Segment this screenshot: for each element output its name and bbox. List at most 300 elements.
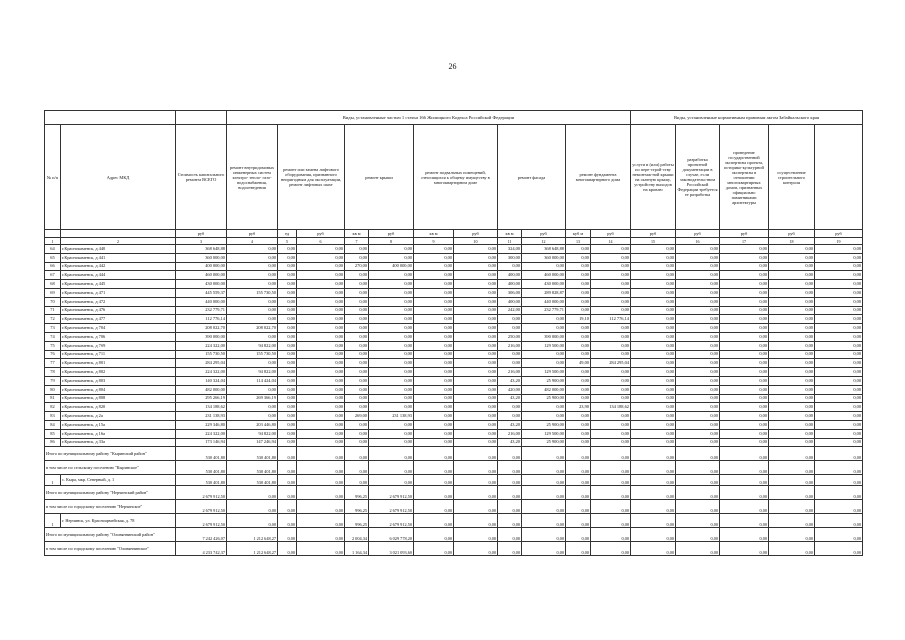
column-header-4: ремонт внутридомовых инженерных систем электро- тепло- газо- водоснабжения, водоотведения [227, 125, 278, 230]
row-value: 0,00 [297, 429, 345, 438]
row-value: 0,00 [498, 461, 522, 475]
row-value: 0,00 [676, 528, 720, 542]
row-value: 0,00 [815, 385, 863, 394]
row-value: 0,00 [297, 297, 345, 306]
table-row [45, 514, 863, 528]
page-number: 26 [448, 62, 457, 71]
row-address: г.Краснокаменск, д 803 [61, 376, 176, 385]
row-value: 0,00 [676, 341, 720, 350]
row-value: 2 679 912,50 [176, 500, 227, 514]
row-value: 0,00 [278, 288, 297, 297]
row-value: 0,00 [414, 514, 454, 528]
row-value: 25 900,00 [522, 438, 566, 447]
row-value: 1 164,34 [345, 542, 369, 556]
row-value: 1 212 648,27 [227, 542, 278, 556]
column-header-15: услуги и (или) работы по пере-строй-ству немонтаж-ной крыши на скатную крышу, устройству выходов на кровлю [631, 125, 676, 230]
row-value: 0,00 [676, 461, 720, 475]
row-value: 0,00 [591, 245, 631, 254]
row-value: 0,00 [676, 486, 720, 500]
row-value: 0,00 [815, 359, 863, 368]
row-value: 0,00 [278, 447, 297, 461]
row-value: 0,00 [676, 500, 720, 514]
row-value: 0,00 [676, 297, 720, 306]
row-value: 0,00 [414, 324, 454, 333]
row-value: 0,00 [227, 297, 278, 306]
row-value: 400,00 [498, 271, 522, 280]
row-value: 0,00 [498, 350, 522, 359]
row-value: 0,00 [769, 542, 815, 556]
table-row [45, 403, 863, 412]
row-value: 0,00 [815, 297, 863, 306]
table-row [45, 271, 863, 280]
row-value: 0,00 [566, 528, 591, 542]
table-row [45, 262, 863, 271]
row-value: 482 000,00 [176, 385, 227, 394]
row-number: 65 [45, 253, 61, 262]
row-value: 0,00 [345, 350, 369, 359]
row-value: 0,00 [454, 475, 498, 486]
unit-15: руб [631, 230, 676, 238]
row-value: 0,00 [278, 368, 297, 377]
row-value: 0,00 [522, 350, 566, 359]
row-value: 0,00 [769, 350, 815, 359]
row-number: 81 [45, 394, 61, 403]
column-number-16: 16 [676, 238, 720, 245]
row-value: 0,00 [454, 306, 498, 315]
row-value: 0,00 [815, 475, 863, 486]
row-value: 155 730,50 [227, 350, 278, 359]
row-value: 140 324,04 [176, 376, 227, 385]
row-value: 134 188,62 [176, 403, 227, 412]
row-value: 0,00 [815, 280, 863, 289]
row-value: 0,00 [720, 403, 769, 412]
row-value: 25 900,00 [522, 394, 566, 403]
row-value: 0,00 [297, 394, 345, 403]
row-address: г.Краснокаменск, д 33а [61, 438, 176, 447]
row-value: 0,00 [369, 376, 414, 385]
row-value: 114 424,04 [227, 376, 278, 385]
column-number-13: 13 [566, 238, 591, 245]
row-address: г.Краснокаменск, д 442 [61, 262, 176, 271]
row-value: 0,00 [414, 385, 454, 394]
row-value: 0,00 [345, 385, 369, 394]
row-value: 0,00 [720, 429, 769, 438]
row-value: 0,00 [369, 429, 414, 438]
row-value: 390 000,00 [522, 332, 566, 341]
row-value: 0,00 [278, 350, 297, 359]
row-value: 0,00 [566, 306, 591, 315]
row-value: 0,00 [345, 447, 369, 461]
row-value: 224 322,00 [176, 341, 227, 350]
row-value: 0,00 [454, 262, 498, 271]
row-value: 0,00 [227, 262, 278, 271]
row-value: 49,00 [566, 359, 591, 368]
row-value: 0,00 [566, 297, 591, 306]
row-value: 0,00 [720, 447, 769, 461]
row-value: 0,00 [566, 420, 591, 429]
row-value: 0,00 [297, 368, 345, 377]
row-value: 0,00 [591, 376, 631, 385]
row-value: 0,00 [369, 385, 414, 394]
row-value: 530 401,80 [176, 461, 227, 475]
row-value: 0,00 [815, 447, 863, 461]
row-value: 0,00 [278, 306, 297, 315]
row-value: 0,00 [414, 447, 454, 461]
row-value: 0,00 [769, 514, 815, 528]
row-value: 0,00 [278, 245, 297, 254]
subtotal-row [45, 528, 863, 542]
row-value: 0,00 [676, 280, 720, 289]
table-row [45, 359, 863, 368]
row-value: 0,00 [227, 412, 278, 421]
row-value: 0,00 [498, 403, 522, 412]
row-value: 0,00 [815, 528, 863, 542]
subtotal-label: Итого по муниципальному району "Оловяннинский район" [45, 528, 176, 542]
row-value: 0,00 [227, 403, 278, 412]
row-value: 232 779,71 [522, 306, 566, 315]
row-value: 0,00 [769, 324, 815, 333]
row-number: 82 [45, 403, 61, 412]
subtotal-row [45, 447, 863, 461]
row-value: 0,00 [454, 271, 498, 280]
row-value: 19,10 [566, 315, 591, 324]
row-value: 0,00 [720, 245, 769, 254]
row-value: 0,00 [769, 253, 815, 262]
row-value: 0,00 [227, 306, 278, 315]
row-value: 0,00 [454, 368, 498, 377]
row-value: 0,00 [566, 271, 591, 280]
unit-12: руб [522, 230, 566, 238]
table-row [45, 438, 863, 447]
row-value: 0,00 [278, 385, 297, 394]
row-value: 0,00 [227, 514, 278, 528]
row-value: 530 401,80 [227, 447, 278, 461]
column-number-18: 18 [769, 238, 815, 245]
row-value: 0,00 [297, 245, 345, 254]
row-value: 0,00 [454, 341, 498, 350]
row-value: 0,00 [414, 350, 454, 359]
row-value: 0,00 [769, 297, 815, 306]
row-value: 0,00 [227, 500, 278, 514]
row-value: 0,00 [591, 253, 631, 262]
unit-17: руб [720, 230, 769, 238]
row-value: 0,00 [815, 420, 863, 429]
row-value: 460 000,00 [176, 271, 227, 280]
row-value: 0,00 [369, 403, 414, 412]
row-value: 0,00 [278, 341, 297, 350]
row-value: 0,00 [591, 341, 631, 350]
row-value: 0,00 [297, 438, 345, 447]
row-value: 0,00 [591, 324, 631, 333]
row-value: 0,00 [769, 262, 815, 271]
table-row [45, 385, 863, 394]
table-row [45, 332, 863, 341]
row-value: 0,00 [522, 542, 566, 556]
row-value: 0,00 [566, 514, 591, 528]
row-value: 0,00 [454, 280, 498, 289]
row-value: 0,00 [414, 271, 454, 280]
row-value: 0,00 [369, 253, 414, 262]
row-address: г.Краснокаменск, д 2а [61, 412, 176, 421]
subtotal-label: Итого по муниципальному району "Кыринский район" [45, 447, 176, 461]
row-value: 224 322,00 [176, 429, 227, 438]
row-value: 530 401,80 [176, 447, 227, 461]
column-number-12: 12 [522, 238, 566, 245]
row-number: 70 [45, 297, 61, 306]
row-value: 0,00 [631, 350, 676, 359]
row-value: 0,00 [676, 429, 720, 438]
unit-16: руб [676, 230, 720, 238]
row-value: 0,00 [414, 368, 454, 377]
row-value: 0,00 [297, 461, 345, 475]
row-value: 0,00 [454, 253, 498, 262]
row-value: 0,00 [345, 403, 369, 412]
row-address: г.Краснокаменск, д 7б9 [61, 341, 176, 350]
row-value: 0,00 [631, 332, 676, 341]
row-value: 0,00 [414, 280, 454, 289]
row-value: 0,00 [522, 514, 566, 528]
row-value: 0,00 [720, 271, 769, 280]
row-value: 0,00 [278, 403, 297, 412]
subtotal-row [45, 461, 863, 475]
column-number-14: 14 [591, 238, 631, 245]
row-value: 0,00 [454, 542, 498, 556]
row-value: 0,00 [769, 359, 815, 368]
row-value: 3 021 093,60 [369, 542, 414, 556]
row-value: 0,00 [454, 403, 498, 412]
row-value: 23,90 [566, 403, 591, 412]
column-number-9: 9 [414, 238, 454, 245]
row-value: 0,00 [369, 438, 414, 447]
row-value: 0,00 [815, 253, 863, 262]
row-value: 0,00 [369, 324, 414, 333]
row-value: 0,00 [566, 288, 591, 297]
row-value: 0,00 [815, 542, 863, 556]
row-value: 0,00 [676, 332, 720, 341]
row-value: 0,00 [676, 315, 720, 324]
row-value: 0,00 [815, 341, 863, 350]
row-number: 64 [45, 245, 61, 254]
table-row [45, 350, 863, 359]
row-value: 0,00 [815, 403, 863, 412]
row-value: 4 233 742,37 [176, 542, 227, 556]
row-number: 84 [45, 420, 61, 429]
row-value: 0,00 [720, 528, 769, 542]
row-number: 1 [45, 514, 61, 528]
row-value: 0,00 [297, 288, 345, 297]
row-value: 0,00 [631, 288, 676, 297]
unit-10: руб [454, 230, 498, 238]
group-header-regional: Виды, установленные нормативным правовым актом Забайкальского края [631, 111, 863, 125]
row-value: 0,00 [522, 315, 566, 324]
row-value: 0,00 [566, 341, 591, 350]
row-value: 0,00 [631, 438, 676, 447]
row-value: 0,00 [720, 438, 769, 447]
row-address: г. Нерчинск, ул. Красноармейская, д. 78 [61, 514, 176, 528]
row-value: 0,00 [631, 461, 676, 475]
column-header-17: проведение государственной экспертизы проекта, историко-культурной экспертизы в отношении многоквартирных домов, признанных официально памятниками архитектуры [720, 125, 769, 230]
row-value: 0,00 [227, 332, 278, 341]
row-value: 0,00 [631, 542, 676, 556]
row-value: 0,00 [278, 394, 297, 403]
row-address: г.Краснокаменск, д 804 [61, 385, 176, 394]
row-value: 0,00 [454, 486, 498, 500]
row-value: 0,00 [454, 376, 498, 385]
row-value: 0,00 [278, 412, 297, 421]
column-header-7: ремонт крыши [345, 125, 414, 230]
row-address: г.Краснокаменск, д 704 [61, 324, 176, 333]
row-value: 0,00 [369, 306, 414, 315]
row-value: 0,00 [566, 376, 591, 385]
row-value: 0,00 [631, 447, 676, 461]
row-value: 0,00 [278, 376, 297, 385]
subtotal-label: в том числе по городскому поселению "Оловяннинское" [45, 542, 176, 556]
unit-18: руб [769, 230, 815, 238]
unit-9: кв м [414, 230, 454, 238]
unit-19: руб [815, 230, 863, 238]
row-value: 0,00 [815, 461, 863, 475]
row-value: 360 000,00 [522, 253, 566, 262]
row-value: 0,00 [631, 253, 676, 262]
subtotal-label: в том числе по городскому поселению "Нерчинское" [45, 500, 176, 514]
header-blank [176, 111, 227, 125]
row-number: 74 [45, 332, 61, 341]
row-value: 147 246,94 [227, 438, 278, 447]
row-value: 0,00 [414, 288, 454, 297]
row-value: 0,00 [369, 475, 414, 486]
row-value: 0,00 [369, 447, 414, 461]
row-value: 0,00 [815, 429, 863, 438]
row-value: 2 679 912,50 [176, 486, 227, 500]
row-value: 0,00 [345, 324, 369, 333]
row-value: 0,00 [369, 420, 414, 429]
row-value: 0,00 [769, 271, 815, 280]
unit-3: руб [176, 230, 227, 238]
row-value: 0,00 [345, 420, 369, 429]
row-value: 0,00 [345, 280, 369, 289]
row-value: 0,00 [631, 394, 676, 403]
row-value: 0,00 [278, 332, 297, 341]
row-value: 0,00 [815, 288, 863, 297]
row-value: 0,00 [631, 376, 676, 385]
row-value: 0,00 [369, 368, 414, 377]
header-blank [45, 111, 176, 125]
row-value: 0,00 [769, 447, 815, 461]
row-value: 0,00 [591, 412, 631, 421]
row-value: 0,00 [345, 475, 369, 486]
row-value: 0,00 [769, 280, 815, 289]
row-value: 0,00 [369, 280, 414, 289]
table-row [45, 253, 863, 262]
row-value: 0,00 [769, 245, 815, 254]
row-value: 2 679 912,50 [369, 514, 414, 528]
row-number: 66 [45, 262, 61, 271]
row-value: 0,00 [815, 376, 863, 385]
row-value: 0,00 [566, 385, 591, 394]
table-row [45, 429, 863, 438]
subtotal-row [45, 486, 863, 500]
row-value: 0,00 [297, 542, 345, 556]
row-value: 430 000,00 [522, 280, 566, 289]
column-header-13: ремонт фундамента многоквартирного дома [566, 125, 631, 230]
row-number: 68 [45, 280, 61, 289]
row-value: 0,00 [297, 306, 345, 315]
row-value: 0,00 [278, 461, 297, 475]
row-value: 400 000,00 [369, 262, 414, 271]
row-value: 25 900,00 [522, 420, 566, 429]
row-value: 0,00 [297, 253, 345, 262]
row-value: 0,00 [566, 368, 591, 377]
row-value: 0,00 [720, 542, 769, 556]
row-value: 0,00 [676, 359, 720, 368]
row-value: 0,00 [278, 500, 297, 514]
row-value: 229 346,80 [176, 420, 227, 429]
row-value: 0,00 [454, 429, 498, 438]
row-value: 0,00 [631, 500, 676, 514]
row-value: 0,00 [345, 288, 369, 297]
row-value: 0,00 [278, 297, 297, 306]
row-value: 0,00 [498, 359, 522, 368]
row-value: 0,00 [591, 542, 631, 556]
row-value: 996,25 [345, 500, 369, 514]
row-value: 0,00 [454, 461, 498, 475]
row-value: 0,00 [278, 262, 297, 271]
row-value: 0,00 [631, 280, 676, 289]
row-value: 0,00 [591, 486, 631, 500]
row-value: 0,00 [522, 528, 566, 542]
row-value: 0,00 [591, 461, 631, 475]
row-value: 0,00 [591, 528, 631, 542]
column-header-1: № п/п [45, 125, 61, 230]
row-value: 0,00 [720, 359, 769, 368]
row-value: 0,00 [297, 420, 345, 429]
row-value: 0,00 [720, 412, 769, 421]
subtotal-row [45, 500, 863, 514]
row-value: 0,00 [369, 350, 414, 359]
row-value: 295 266,19 [176, 394, 227, 403]
column-number-4: 4 [227, 238, 278, 245]
row-value: 0,00 [720, 262, 769, 271]
row-value: 250,00 [498, 332, 522, 341]
row-value: 0,00 [454, 359, 498, 368]
row-value: 0,00 [345, 429, 369, 438]
row-value: 0,00 [454, 245, 498, 254]
row-value: 0,00 [522, 461, 566, 475]
row-value: 2 679 912,50 [369, 500, 414, 514]
row-value: 0,00 [297, 403, 345, 412]
row-value: 0,00 [297, 271, 345, 280]
row-value: 0,00 [591, 280, 631, 289]
row-number: 72 [45, 315, 61, 324]
row-value: 0,00 [498, 514, 522, 528]
row-value: 0,00 [414, 412, 454, 421]
row-value: 0,00 [720, 306, 769, 315]
row-value: 0,00 [676, 271, 720, 280]
row-number: 77 [45, 359, 61, 368]
row-value: 0,00 [591, 514, 631, 528]
row-value: 0,00 [720, 376, 769, 385]
unit-13: куб м [566, 230, 591, 238]
column-header-19 [815, 125, 863, 230]
row-value: 0,00 [345, 359, 369, 368]
row-value: 0,00 [720, 350, 769, 359]
row-value: 0,00 [278, 315, 297, 324]
row-value: 0,00 [676, 542, 720, 556]
row-value: 0,00 [278, 475, 297, 486]
row-value: 0,00 [769, 486, 815, 500]
row-value: 996,25 [345, 486, 369, 500]
subtotal-row [45, 542, 863, 556]
